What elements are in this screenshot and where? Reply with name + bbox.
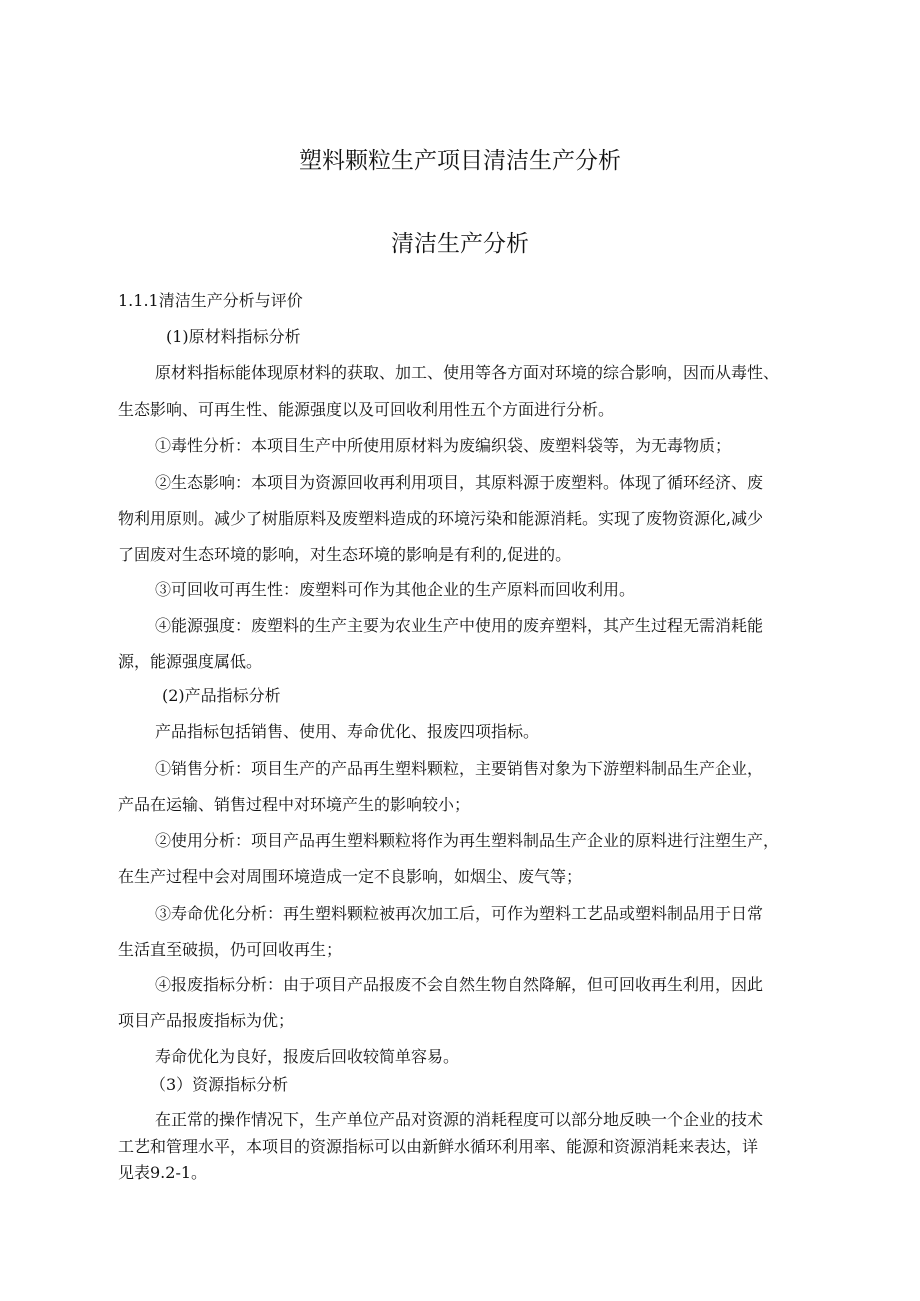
paragraph-line: 工艺和管理水平，本项目的资源指标可以由新鲜水循环利用率、能源和资源消耗来表达，详 [118,1137,759,1156]
subsection-heading: (1)原材料指标分析 [166,327,301,346]
list-item: ③寿命优化分析：再生塑料颗粒被再次加工后，可作为塑料工艺品或塑料制品用于日常 [155,904,764,923]
paragraph-line: 在正常的操作情况下，生产单位产品对资源的消耗程度可以部分地反映一个企业的技术 [155,1110,764,1129]
list-item: ③可回收可再生性：废塑料可作为其他企业的生产原料而回收利用。 [155,580,636,599]
paragraph-line: 了固废对生态环境的影响，对生态环境的影响是有利的,促进的。 [118,545,572,564]
list-item: ①销售分析：项目生产的产品再生塑料颗粒，主要销售对象为下游塑料制品生产企业， [155,759,764,778]
paragraph-line: 产品在运输、销售过程中对环境产生的影响较小； [118,795,471,814]
paragraph-line: 物利用原则。减少了树脂原料及废塑料造成的环境污染和能源消耗。实现了废物资源化,减少 [118,509,764,528]
paragraph-line: 源，能源强度属低。 [118,652,263,671]
subsection-heading: (2)产品指标分析 [162,686,281,705]
document-title: 塑料颗粒生产项目清洁生产分析 [299,148,621,174]
list-item: ④报废指标分析：由于项目产品报废不会自然生物自然降解，但可回收再生利用，因此 [155,975,764,994]
paragraph-line: 生态影响、可再生性、能源强度以及可回收利用性五个方面进行分析。 [118,400,615,419]
list-item: ①毒性分析：本项目生产中所使用原材料为废编织袋、废塑料袋等，为无毒物质； [155,436,732,455]
subsection-heading: （3）资源指标分析 [150,1075,289,1094]
paragraph-line: 在生产过程中会对周围环境造成一定不良影响，如烟尘、废气等； [118,867,583,886]
list-item: ④能源强度：废塑料的生产主要为农业生产中使用的废弃塑料，其产生过程无需消耗能 [155,616,764,635]
paragraph-line: 寿命优化为良好，报废后回收较简单容易。 [155,1047,460,1066]
section-title: 清洁生产分析 [391,231,529,257]
section-heading: 1.1.1清洁生产分析与评价 [118,291,303,310]
paragraph-line: 产品指标包括销售、使用、寿命优化、报废四项指标。 [155,722,540,741]
paragraph-line: 生活直至破损，仍可回收再生； [118,940,343,959]
paragraph-line: 见表9.2-1。 [118,1163,208,1182]
paragraph-line: 原材料指标能体现原材料的获取、加工、使用等各方面对环境的综合影响，因而从毒性、 [155,363,780,382]
paragraph-line: 项目产品报废指标为优； [118,1011,295,1030]
list-item: ②生态影响：本项目为资源回收再利用项目，其原料源于废塑料。体现了循环经济、废 [155,473,764,492]
list-item: ②使用分析：项目产品再生塑料颗粒将作为再生塑料制品生产企业的原料进行注塑生产， [155,831,780,850]
